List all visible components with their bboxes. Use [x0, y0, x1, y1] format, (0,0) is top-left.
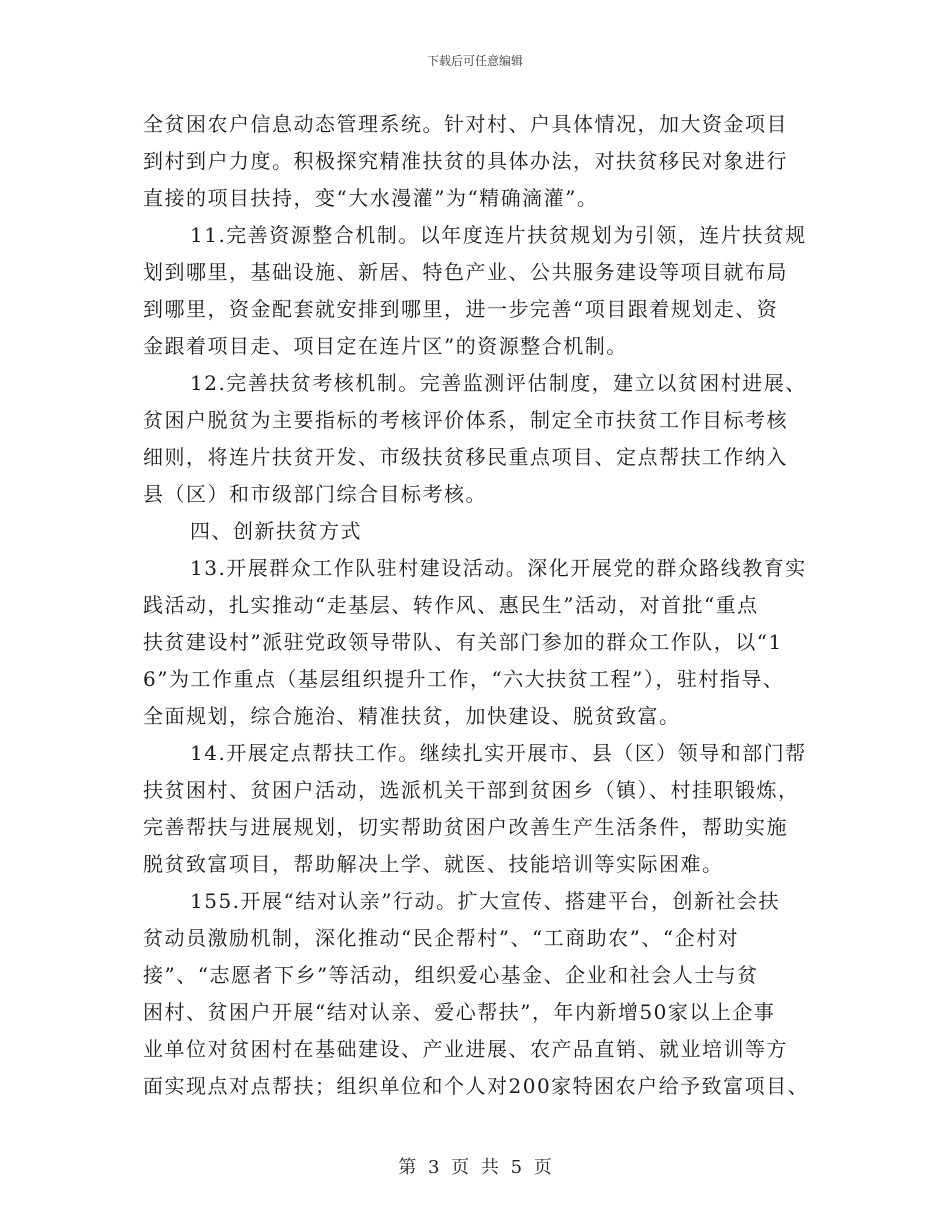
text-line: 全面规划，综合施治、精准扶贫，加快建设、脱贫致富。: [143, 704, 681, 728]
paragraph-155-start: 155.开展“结对认亲”行动。扩大宣传、搭建平台，创新社会扶: [190, 889, 780, 913]
text-line: 6”为工作重点（基层组织提升工作，“六大扶贫工程”），驻村指导、: [143, 667, 785, 691]
text-line: 贫困户脱贫为主要指标的考核评价体系，制定全市扶贫工作目标考核: [143, 408, 788, 432]
text-line: 困村、贫困户开展“结对认亲、爱心帮扶”，年内新增50家以上企事: [143, 1000, 776, 1024]
text-line: 到哪里，资金配套就安排到哪里，进一步完善“项目跟着规划走、资: [143, 297, 779, 321]
text-line: 接”、“志愿者下乡”等活动，组织爱心基金、企业和社会人士与贫: [143, 963, 759, 987]
paragraph-13-start: 13.开展群众工作队驻村建设活动。深化开展党的群众路线教育实: [190, 556, 807, 580]
page-header: 下载后可任意编辑: [426, 54, 523, 68]
text-line: 践活动，扎实推动“走基层、转作风、惠民生”活动，对首批“重点: [143, 593, 759, 617]
text-line: 金跟着项目走、项目定在连片区”的资源整合机制。: [143, 334, 628, 358]
text-line: 到村到户力度。积极探究精准扶贫的具体办法，对扶贫移民对象进行: [143, 149, 788, 173]
text-line: 全贫困农户信息动态管理系统。针对村、户具体情况，加大资金项目: [143, 112, 788, 136]
section-heading: 四、创新扶贫方式: [190, 519, 362, 543]
paragraph-12-start: 12.完善扶贫考核机制。完善监测评估制度，建立以贫困村进展、: [190, 371, 807, 395]
document-body: [143, 106, 823, 1105]
page-number-footer: 第 3 页 共 5 页: [398, 1157, 552, 1178]
text-line: 面实现点对点帮扶；组织单位和个人对200家特困农户给予致富项目、: [143, 1074, 810, 1098]
paragraph-14-start: 14.开展定点帮扶工作。继续扎实开展市、县（区）领导和部门帮: [190, 741, 807, 765]
text-line: 贫动员激励机制，深化推动“民企帮村”、“工商助农”、“企村对: [143, 926, 740, 950]
text-line: 直接的项目扶持，变“大水漫灌”为“精确滴灌”。: [143, 186, 599, 210]
text-line: 脱贫致富项目，帮助解决上学、就医、技能培训等实际困难。: [143, 852, 724, 876]
text-line: 完善帮扶与进展规划，切实帮助贫困户改善生产生活条件，帮助实施: [143, 815, 788, 839]
paragraph-11-start: 11.完善资源整合机制。以年度连片扶贫规划为引领，连片扶贫规: [190, 223, 807, 247]
text-line: 县（区）和市级部门综合目标考核。: [143, 482, 487, 506]
text-line: 细则，将连片扶贫开发、市级扶贫移民重点项目、定点帮扶工作纳入: [143, 445, 788, 469]
text-line: 业单位对贫困村在基础建设、产业进展、农产品直销、就业培训等方: [143, 1037, 788, 1061]
text-line: 扶贫建设村”派驻党政领导带队、有关部门参加的群众工作队，以“1: [143, 630, 783, 654]
text-line: 扶贫困村、贫困户活动，选派机关干部到贫困乡（镇）、村挂职锻炼，: [143, 778, 800, 802]
text-line: 划到哪里，基础设施、新居、特色产业、公共服务建设等项目就布局: [143, 260, 788, 284]
